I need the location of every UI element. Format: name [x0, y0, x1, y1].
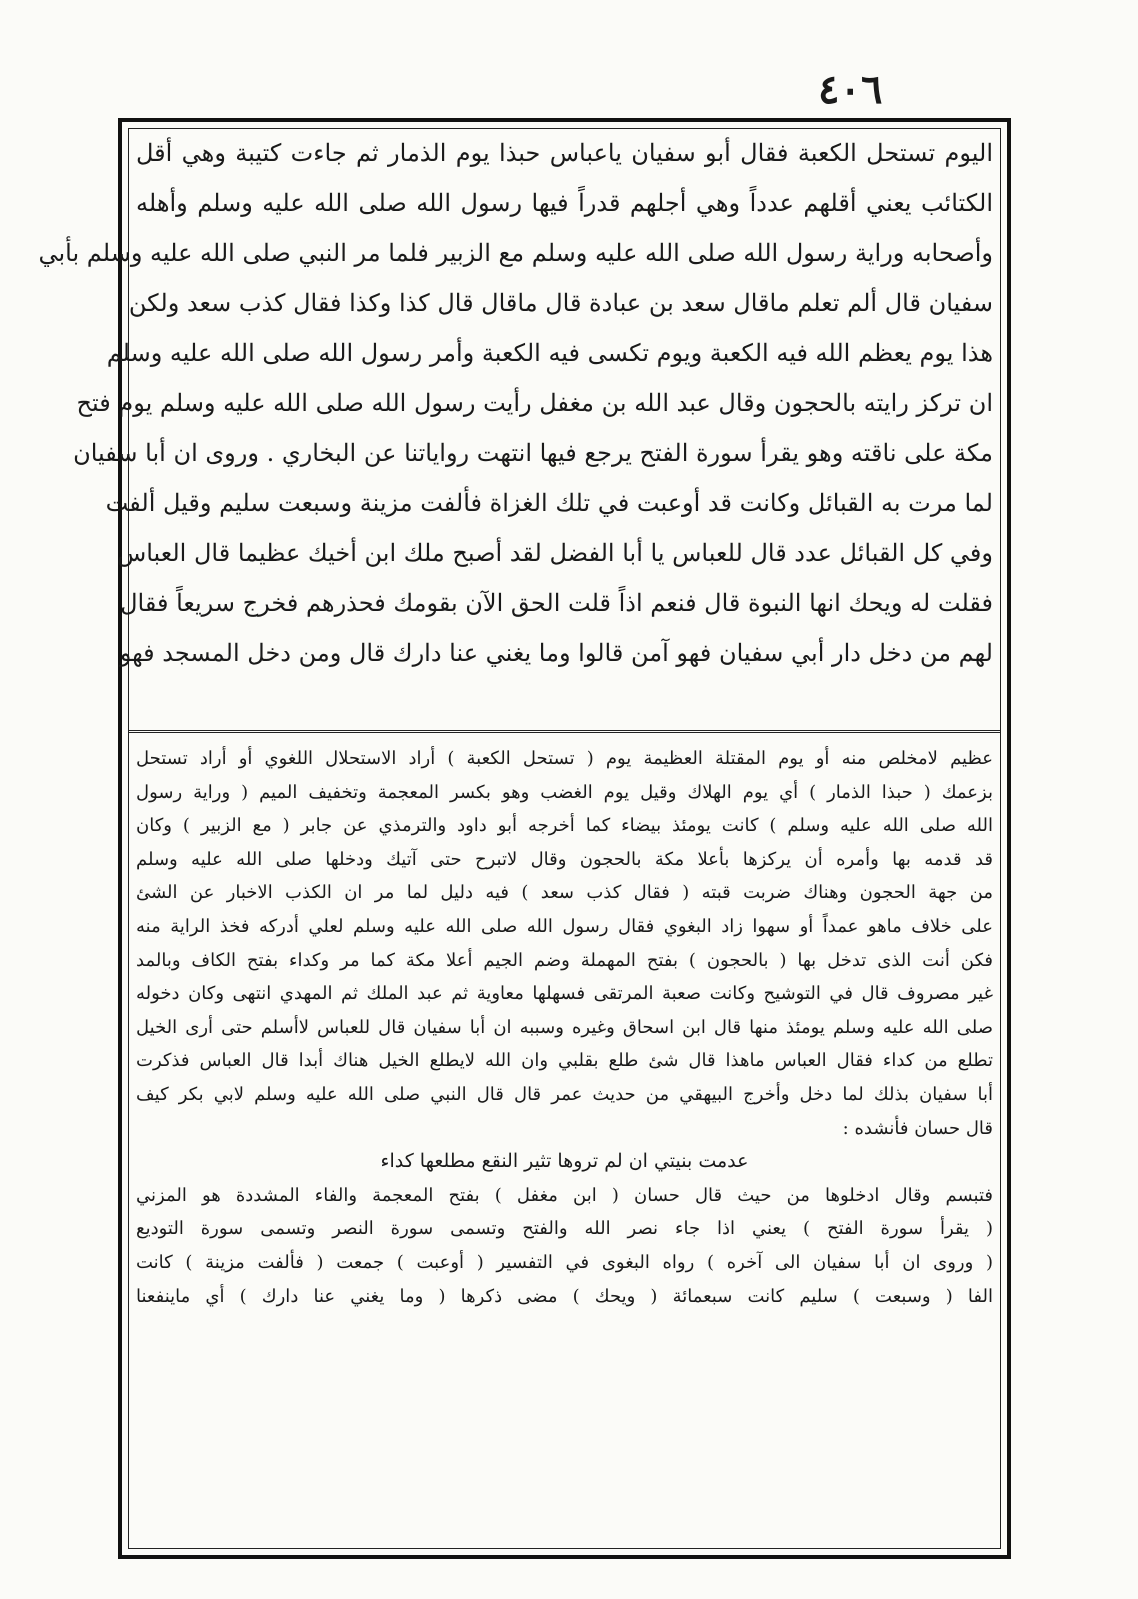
commentary-line: عظيم لامخلص منه أو يوم المقتلة العظيمة يوم ( تستحل الكعبة ) أراد الاستحلال اللغوي أو أراد تستحل	[136, 748, 993, 769]
commentary-line: غير مصروف قال في التوشيح وكانت صعبة المرتقى فسهلها معاوية ثم عبد الملك ثم المهدي انتهى وكان دخوله	[136, 983, 993, 1005]
commentary-line: بزعمك ( حبذا الذمار ) أي يوم الهلاك وقيل يوم الغضب وهو بكسر المعجمة وتخفيف الميم ( وراية رسول	[136, 781, 993, 803]
main-line: وأصحابه وراية رسول الله صلى الله عليه وسلم مع الزبير فلما مر النبي صلى الله عليه وسلم بأبي	[38, 239, 993, 267]
commentary-line: ( وروى ان أبا سفيان الى آخره ) رواه البغوى في التفسير ( أوعبت ) جمعت ( فألفت مزينة ) كانت	[136, 1251, 993, 1273]
main-text	[38, 128, 993, 722]
commentary-line: صلى الله عليه وسلم يومئذ منها قال ابن اسحاق وغيره وسببه ان أبا سفيان قال للعباس لاأسلم حتى أرى الخيل	[136, 1016, 993, 1038]
page-frame	[38, 118, 1011, 1559]
main-line: ان تركز رايته بالحجون وقال عبد الله بن مغفل رأيت رسول الله صلى الله عليه وسلم يوم فتح	[76, 389, 993, 417]
main-line: لهم من دخل دار أبي سفيان فهو آمن قالوا وما يغني عنا دارك قال ومن دخل المسجد فهو	[119, 639, 993, 667]
main-line: وفي كل القبائل عدد قال للعباس يا أبا الفضل لقد أصبح ملك ابن أخيك عظيما قال العباس	[116, 539, 993, 567]
commentary-line: الفا ( وسبعت ) سليم كانت سبعمائة ( ويحك ) مضى ذكرها ( وما يغني عنا دارك ) أي ماينفعنا	[136, 1285, 993, 1307]
main-line: الكتائب يعني أقلهم عدداً وهي أجلهم قدراً فيها رسول الله صلى الله عليه وسلم وأهله	[136, 189, 993, 217]
commentary-line: فكن أنت الذى تدخل بها ( بالحجون ) بفتح المهملة وضم الجيم أعلا مكة كما مر وكداء بفتح الكاف وبالمد	[136, 949, 993, 971]
commentary-line: فتبسم وقال ادخلوها من حيث قال حسان ( ابن مغفل ) بفتح المعجمة والفاء المشددة هو المزني	[136, 1184, 993, 1206]
main-line: سفيان قال ألم تعلم ماقال سعد بن عبادة قال ماقال قال كذا وكذا فقال كذب سعد ولكن	[128, 289, 993, 317]
main-line: هذا يوم يعظم الله فيه الكعبة ويوم تكسى فيه الكعبة وأمر رسول الله صلى الله عليه وسلم	[106, 339, 993, 367]
main-line: لما مرت به القبائل وكانت قد أوعبت في تلك الغزاة فألفت مزينة وسبعت سليم وقيل ألفت	[105, 489, 993, 517]
main-line: فقلت له ويحك انها النبوة قال فنعم اذاً قلت الحق الآن بقومك فحذرهم فخرج سريعاً فقال	[120, 589, 993, 617]
commentary-line: قد قدمه بها وأمره أن يركزها بأعلا مكة بالحجون وقال لاتبرح حتى آتيك ودخلها صلى الله عليه وسلم	[136, 848, 993, 870]
page-number: ٤٠٦	[818, 66, 883, 113]
poetry-verse: عدمت بنيتي ان لم تروها تثير النقع مطلعها كداء	[380, 1150, 749, 1173]
main-line: مكة على ناقته وهو يقرأ سورة الفتح يرجع فيها انتهت رواياتنا عن البخاري . وروى ان أبا سفيان	[73, 439, 993, 467]
commentary-line: تطلع من كداء فقال العباس ماهذا قال شئ طلع بقلبي وان الله لايطلع الخيل هناك أبدا قال العباس فذكرت	[136, 1050, 993, 1072]
commentary-line: أبا سفيان بذلك لما دخل وأخرج البيهقي من حديث عمر قال قال النبي صلى الله عليه وسلم لابي بكر كيف	[136, 1083, 993, 1105]
section-divider	[128, 730, 1001, 733]
commentary-line: على خلاف ماهو عمداً أو سهوا زاد البغوي فقال رسول الله صلى الله عليه وسلم لعلي أدركه فخذ الراية منه	[136, 915, 993, 937]
main-line: اليوم تستحل الكعبة فقال أبو سفيان ياعباس حبذا يوم الذمار ثم جاءت كتيبة وهي أقل	[136, 139, 993, 167]
commentary-line: ( يقرأ سورة الفتح ) يعني اذا جاء نصر الله والفتح وتسمى سورة النصر وتسمى سورة التوديع	[136, 1218, 993, 1240]
commentary-line: من جهة الحجون وهناك ضربت قبته ( فقال كذب سعد ) فيه دليل لما مر ان الكذب الاخبار عن الشئ	[136, 882, 993, 904]
commentary-line: الله صلى الله عليه وسلم ) كانت يومئذ بيضاء كما أخرجه أبو داود والترمذي عن جابر ( مع الزبير ) وكان	[136, 815, 993, 837]
commentary-line: قال حسان فأنشده :	[842, 1117, 993, 1139]
commentary	[136, 742, 993, 1313]
